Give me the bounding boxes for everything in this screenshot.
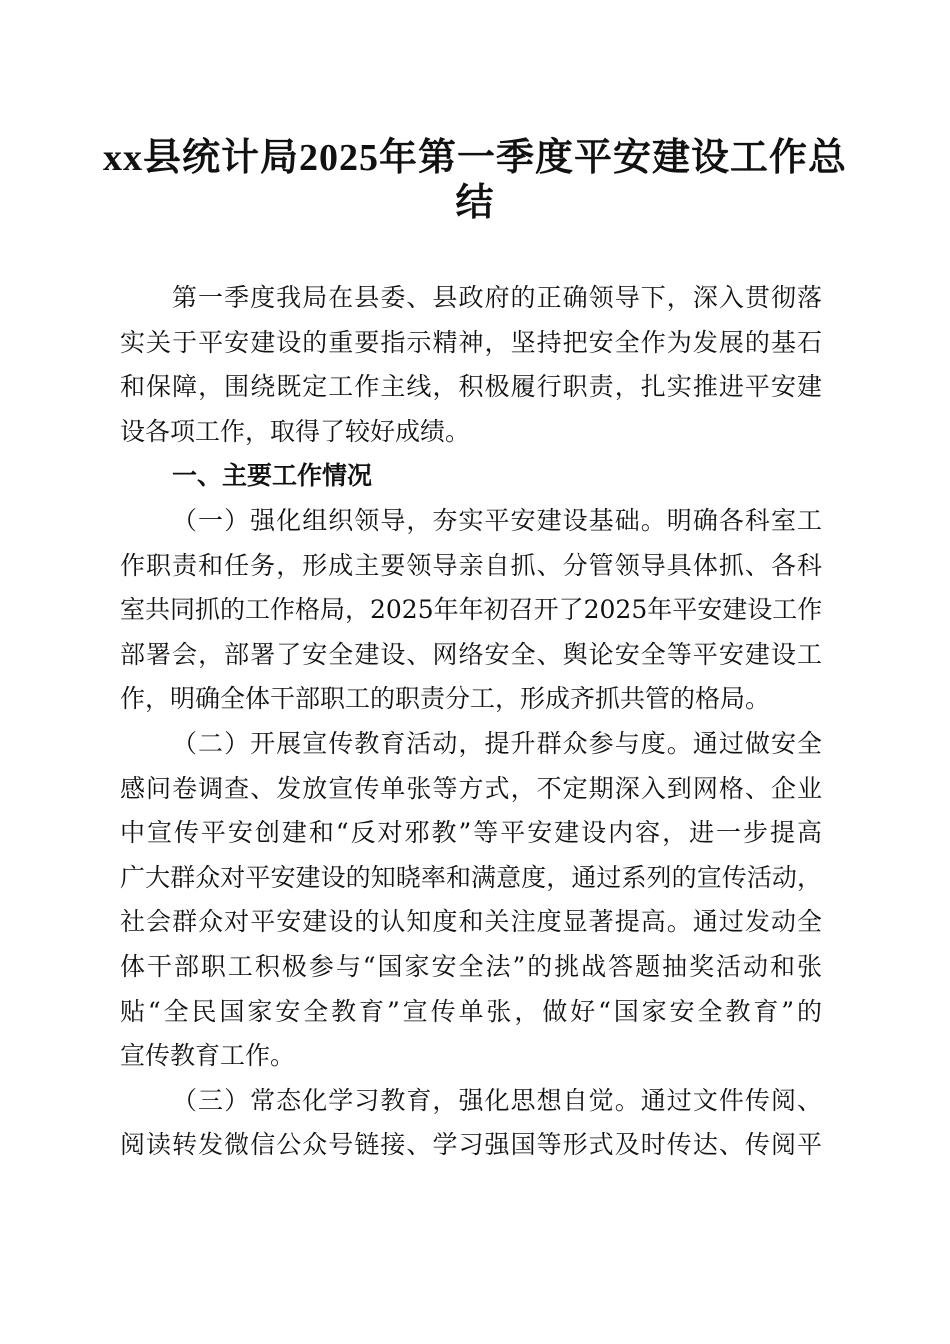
text-line: 宣传教育工作。	[120, 1041, 296, 1071]
title-line-1: xx县统计局2025年第一季度平安建设工作总	[102, 137, 847, 179]
text-line: 和保障，围绕既定工作主线，积极履行职责，扎实推进平安建	[120, 372, 822, 402]
text-line: 中宣传平安创建和“反对邪教”等平安建设内容，进一步提高	[120, 818, 822, 848]
section-heading: 一、主要工作情况	[172, 461, 373, 491]
text-line: 作，明确全体干部职工的职责分工，形成齐抓共管的格局。	[120, 684, 771, 714]
text-line: 设各项工作，取得了较好成绩。	[120, 416, 471, 446]
intro-paragraph	[120, 276, 822, 454]
text-line: （一）强化组织领导，夯实平安建设基础。明确各科室工	[172, 505, 822, 535]
item-2-paragraph	[120, 722, 822, 1079]
text-line: 社会群众对平安建设的认知度和关注度显著提高。通过发动全	[120, 907, 822, 937]
item-3-paragraph	[120, 1079, 822, 1168]
text-line: 感问卷调查、发放宣传单张等方式，不定期深入到网格、企业	[120, 773, 822, 803]
text-line: 贴“全民国家安全教育”宣传单张，做好“国家安全教育”的	[120, 996, 822, 1026]
text-line: 部署会，部署了安全建设、网络安全、舆论安全等平安建设工	[120, 639, 822, 669]
text-line: （二）开展宣传教育活动，提升群众参与度。通过做安全	[172, 728, 822, 758]
text-line: 作职责和任务，形成主要领导亲自抓、分管领导具体抓、各科	[120, 550, 822, 580]
text-line: （三）常态化学习教育，强化思想自觉。通过文件传阅、	[172, 1085, 822, 1115]
text-line: 室共同抓的工作格局，2025年年初召开了2025年平安建设工作	[120, 595, 823, 625]
text-line: 广大群众对平安建设的知晓率和满意度，通过系列的宣传活动，	[120, 862, 822, 892]
document-body	[120, 276, 822, 1168]
text-line: 阅读转发微信公众号链接、学习强国等形式及时传达、传阅平	[120, 1130, 822, 1160]
item-1-paragraph	[120, 499, 822, 722]
text-line: 体干部职工积极参与“国家安全法”的挑战答题抽奖活动和张	[120, 951, 822, 981]
title-line-2: 结	[455, 182, 495, 224]
text-line: 实关于平安建设的重要指示精神，坚持把安全作为发展的基石	[120, 327, 822, 357]
document-title	[100, 136, 850, 226]
text-line: 第一季度我局在县委、县政府的正确领导下，深入贯彻落	[172, 283, 822, 312]
